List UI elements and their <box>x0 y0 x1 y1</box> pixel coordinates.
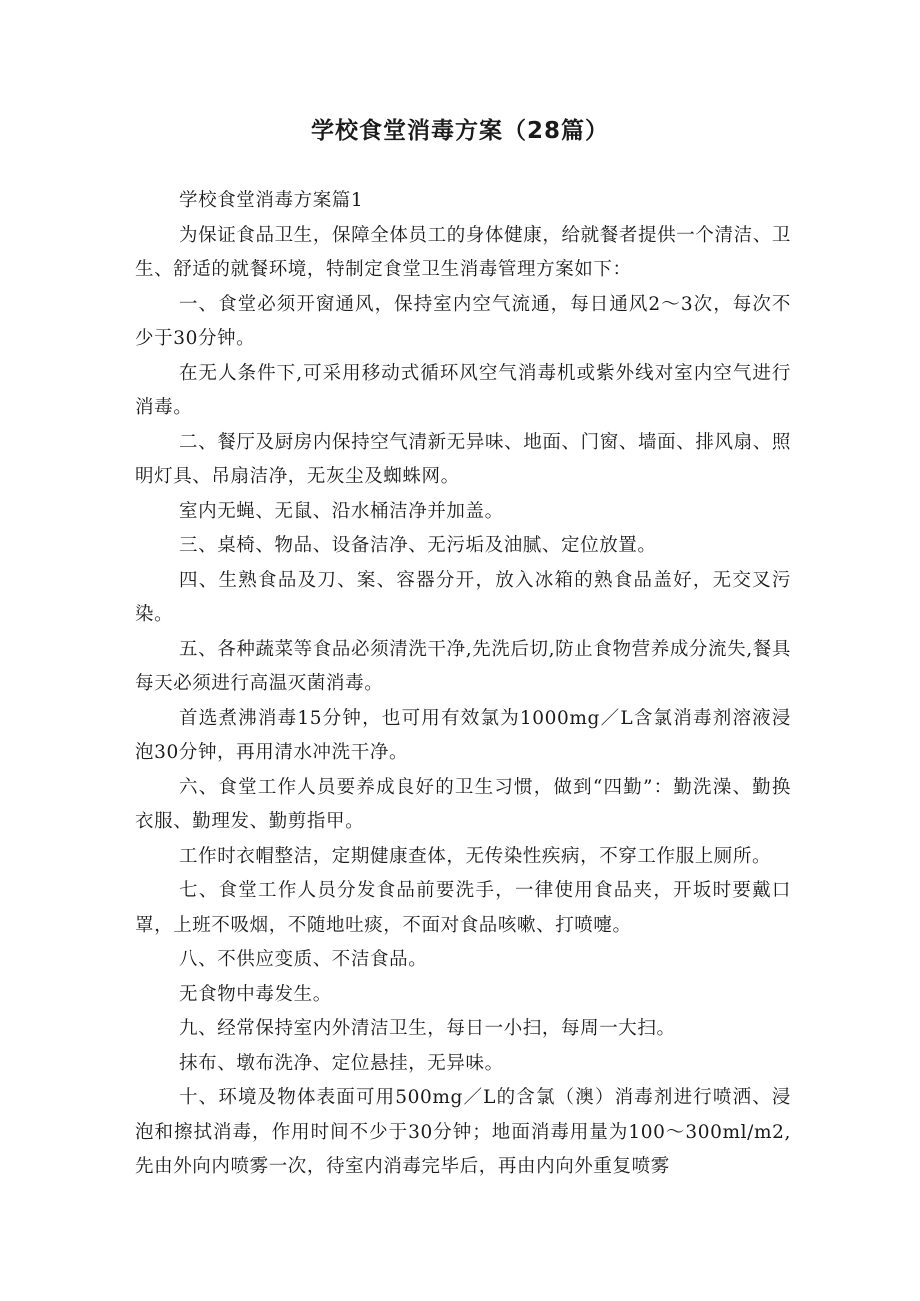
paragraph-item-9: 九、经常保持室内外清洁卫生，每日一小扫，每周一大扫。 <box>179 1018 676 1039</box>
section-heading: 学校食堂消毒方案篇1 <box>179 190 364 211</box>
paragraph-item-6-note: 工作时衣帽整洁，定期健康查体，无传染性疾病，不穿工作服上厕所。 <box>179 845 772 867</box>
paragraph-item-6: 六、食堂工作人员要养成良好的卫生习惯，做到“四勤”：勤洗澡、勤换衣服、勤理发、勤剪指甲。 <box>135 776 791 832</box>
paragraph-item-3: 三、桌椅、物品、设备洁净、无污垢及油腻、定位放置。 <box>179 535 657 556</box>
paragraph-item-4: 四、生熟食品及刀、案、容器分开，放入冰箱的熟食品盖好，无交叉污染。 <box>135 569 791 625</box>
paragraph-item-7: 七、食堂工作人员分发食品前要洗手，一律使用食品夹，开坂时要戴口罩，上班不吸烟，不随地吐痰，不面对食品咳嗽、打喷嚏。 <box>135 880 791 936</box>
document-title: 学校食堂消毒方案（28篇） <box>310 118 609 144</box>
paragraph-item-9-note: 抹布、墩布洗净、定位悬挂，无异味。 <box>179 1052 504 1074</box>
paragraph-item-8: 八、不供应变质、不洁食品。 <box>179 949 428 970</box>
paragraph-item-1: 一、食堂必须开窗通风，保持室内空气流通，每日通风2～3次，每次不少于30分钟。 <box>135 293 791 349</box>
paragraph-item-5: 五、各种蔬菜等食品必须清洗干净,先洗后切,防止食物营养成分流失,餐具每天必须进行高温灭菌消毒。 <box>135 638 791 694</box>
paragraph-intro: 为保证食品卫生，保障全体员工的身体健康，给就餐者提供一个清洁、卫生、舒适的就餐环境，特制定食堂卫生消毒管理方案如下： <box>135 224 791 280</box>
paragraph-item-2: 二、餐厅及厨房内保持空气清新无异味、地面、门窗、墙面、排风扇、照明灯具、吊扇洁净，无灰尘及蜘蛛网。 <box>135 431 791 487</box>
document-body <box>135 184 791 1185</box>
paragraph-item-2-note: 室内无蝇、无鼠、沿水桶洁净并加盖。 <box>179 500 504 522</box>
paragraph-item-1-note: 在无人条件下,可采用移动式循环风空气消毒机或紫外线对室内空气进行消毒。 <box>135 362 791 418</box>
paragraph-item-10: 十、环境及物体表面可用500mg／L的含氯（澳）消毒剂进行喷洒、浸泡和擦拭消毒，作用时间不少于30分钟；地面消毒用量为100～300ml/m2,先由外向内喷雾一次，待室内消毒完毕后，再由内向外重复喷雾 <box>135 1087 791 1177</box>
paragraph-item-8-note: 无食物中毒发生。 <box>179 983 332 1005</box>
paragraph-item-5-note: 首选煮沸消毒15分钟，也可用有效氯为1000mg／L含氯消毒剂溶液浸泡30分钟，再用清水冲洗干净。 <box>135 707 791 763</box>
